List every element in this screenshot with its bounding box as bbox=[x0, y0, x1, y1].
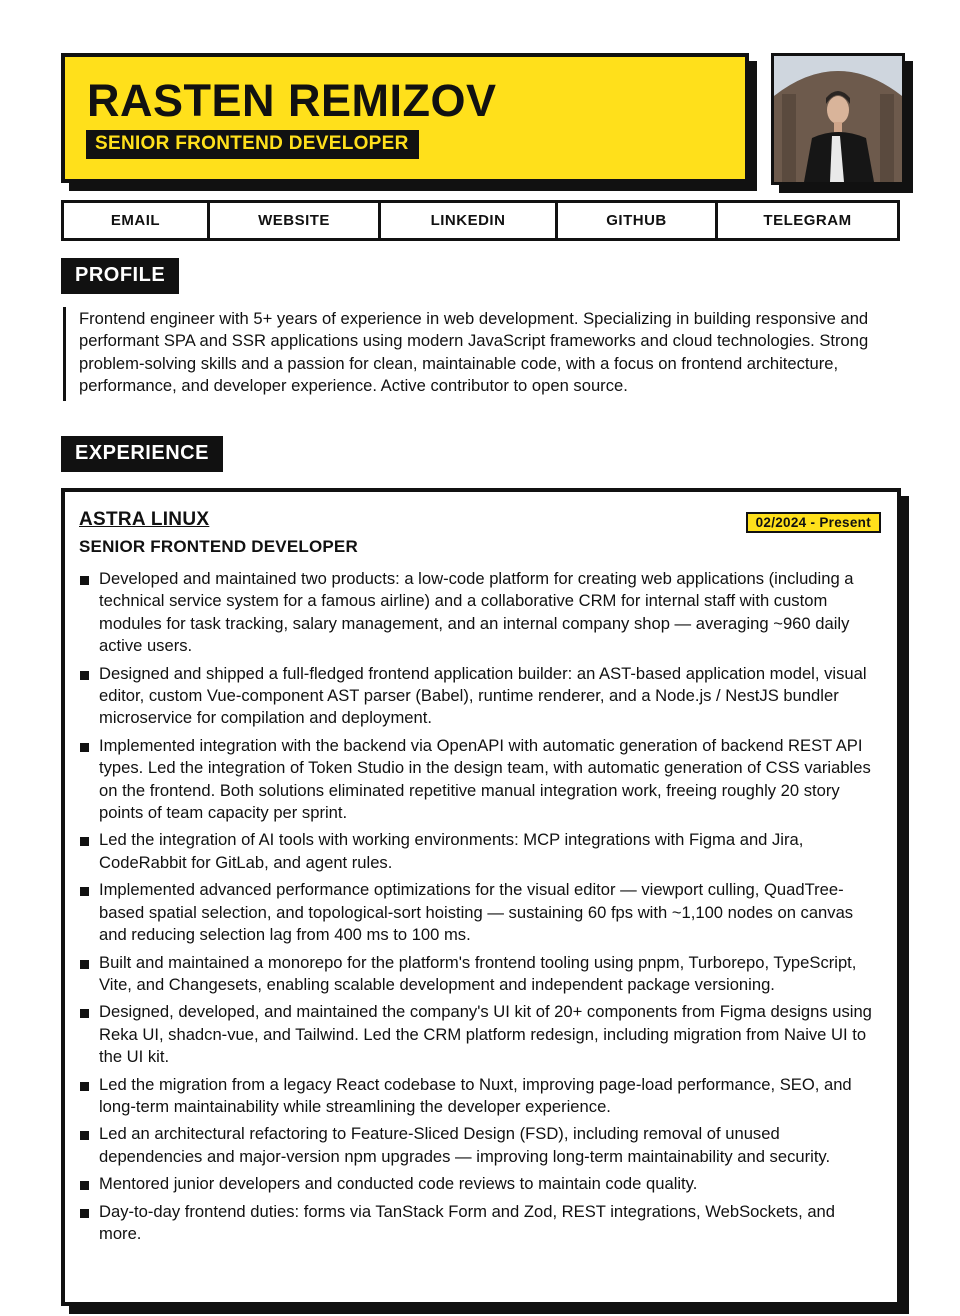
profile-summary: Frontend engineer with 5+ years of experience in web development. Specializing in building responsive and performant SPA and SSR applications using modern JavaScript frameworks and cloud technologies. Strong problem-solving skills and a passion for clean, maintainable code, with a focus on frontend architecture, performance, and developer experience. Active contributor to open source. bbox=[63, 307, 909, 401]
list-item-text: Led the migration from a legacy React codebase to Nuxt, improving page-load performance, SEO, and long-term maintainability while streamlining the developer experience. bbox=[99, 1074, 852, 1116]
list-item bbox=[79, 829, 879, 874]
linkedin-link[interactable]: LINKEDIN bbox=[381, 203, 558, 238]
role-title: SENIOR FRONTEND DEVELOPER bbox=[79, 537, 358, 556]
profile-heading: PROFILE bbox=[61, 258, 179, 294]
website-link[interactable]: WEBSITE bbox=[210, 203, 381, 238]
email-link[interactable]: EMAIL bbox=[64, 203, 210, 238]
telegram-link[interactable]: TELEGRAM bbox=[763, 212, 852, 229]
list-item-text: Designed, developed, and maintained the company's UI kit of 20+ components from Figma designs using Reka UI, shadcn-vue, and Tailwind. Led the CRM platform redesign, including migration from Naive UI to the UI kit. bbox=[99, 1002, 872, 1067]
list-item bbox=[79, 1074, 879, 1119]
square-bullet-icon bbox=[80, 837, 89, 846]
list-item-text: Day-to-day frontend duties: forms via TanStack Form and Zod, REST integrations, WebSockets, and more. bbox=[99, 1201, 836, 1243]
portrait-image bbox=[774, 56, 902, 182]
square-bullet-icon bbox=[80, 743, 89, 752]
experience-card bbox=[61, 488, 901, 1306]
list-item bbox=[79, 735, 879, 825]
list-item-text: Developed and maintained two products: a low-code platform for creating web applications (including a technical service system for a famous airline) and a collaborative CRM for internal staff with custom modules for task tracking, salary management, and an internal company shop — averaging ~960 daily active users. bbox=[99, 569, 854, 656]
job-title-badge: SENIOR FRONTEND DEVELOPER bbox=[86, 130, 419, 159]
list-item-text: Mentored junior developers and conducted code reviews to maintain code quality. bbox=[99, 1174, 698, 1194]
square-bullet-icon bbox=[80, 1082, 89, 1091]
profile-photo bbox=[771, 53, 905, 185]
header-banner bbox=[61, 53, 749, 183]
list-item-text: Designed and shipped a full-fledged frontend application builder: an AST-based application model, visual editor, custom Vue-component AST parser (Babel), runtime renderer, and a Node.js / NestJS bundler microservice for compilation and deployment. bbox=[99, 663, 867, 728]
list-item bbox=[79, 1201, 879, 1246]
achievement-list bbox=[79, 568, 879, 1250]
square-bullet-icon bbox=[80, 1181, 89, 1190]
square-bullet-icon bbox=[80, 1209, 89, 1218]
list-item bbox=[79, 879, 879, 946]
square-bullet-icon bbox=[80, 960, 89, 969]
square-bullet-icon bbox=[80, 1131, 89, 1140]
square-bullet-icon bbox=[80, 887, 89, 896]
company-name: ASTRA LINUX bbox=[79, 509, 210, 530]
list-item bbox=[79, 1001, 879, 1068]
github-link[interactable]: GITHUB bbox=[558, 203, 718, 238]
experience-heading: EXPERIENCE bbox=[61, 436, 223, 472]
list-item bbox=[79, 663, 879, 730]
list-item-text: Implemented integration with the backend via OpenAPI with automatic generation of backend REST API types. Led the integration of Token Studio in the design team, with automatic generation of CSS variables on the frontend. Both solutions eliminated repetitive manual integration work, freeing roughly 20 story points of team capacity per sprint. bbox=[99, 735, 871, 823]
square-bullet-icon bbox=[80, 671, 89, 680]
square-bullet-icon bbox=[80, 576, 89, 585]
list-item bbox=[79, 1123, 879, 1168]
contact-links-bar bbox=[61, 200, 900, 241]
list-item bbox=[79, 952, 879, 997]
list-item-text: Led the integration of AI tools with working environments: MCP integrations with Figma and Jira, CodeRabbit for GitLab, and agent rules. bbox=[99, 830, 804, 872]
list-item-text: Led an architectural refactoring to Feature-Sliced Design (FSD), including removal of unused dependencies and major-version npm upgrades — improving long-term maintainability and security. bbox=[99, 1124, 831, 1166]
employment-dates-badge: 02/2024 - Present bbox=[746, 512, 881, 533]
list-item bbox=[79, 568, 879, 658]
list-item-text: Implemented advanced performance optimizations for the visual editor — viewport culling, QuadTree-based spatial selection, and topological-sort hoisting — sustaining 60 fps with ~1,100 nodes on canvas and reducing selection lag from 400 ms to 100 ms. bbox=[99, 880, 854, 945]
square-bullet-icon bbox=[80, 1009, 89, 1018]
list-item bbox=[79, 1173, 879, 1195]
list-item-text: Built and maintained a monorepo for the platform's frontend tooling using pnpm, Turborepo, TypeScript, Vite, and Changesets, enabling scalable development and independent package versioning. bbox=[99, 952, 857, 994]
candidate-name: RASTEN REMIZOV bbox=[87, 75, 497, 126]
